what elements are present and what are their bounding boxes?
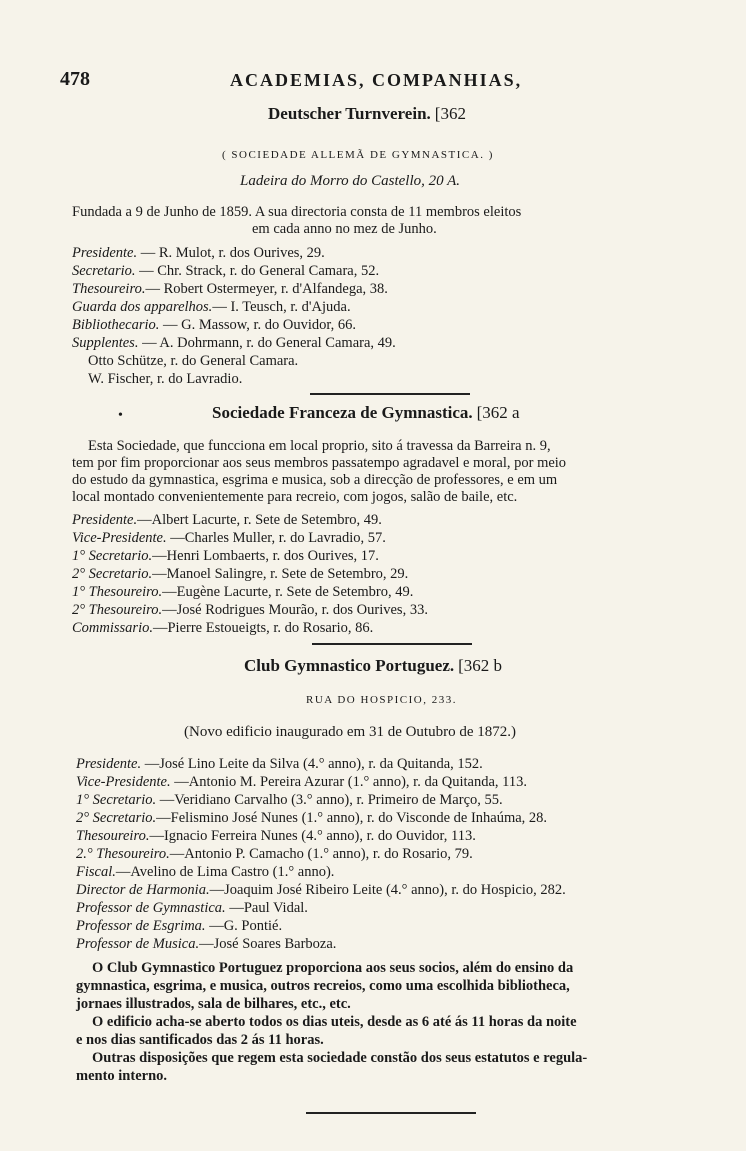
section1-title: Deutscher Turnverein.	[268, 104, 431, 123]
section3-entry: Professor de Musica.—José Soares Barboza.	[76, 936, 337, 952]
section2-intro-line: Esta Sociedade, que funcciona em local proprio, sito á travessa da Barreira n. 9,	[88, 438, 551, 454]
section3-entry: Presidente. —José Lino Leite da Silva (4.° anno), r. da Quitanda, 152.	[76, 756, 483, 772]
section3-entry: Director de Harmonia.—Joaquim José Ribeiro Leite (4.° anno), r. do Hospicio, 282.	[76, 882, 566, 898]
page-number: 478	[60, 68, 90, 90]
section2-intro-line: local montado convenientemente para recreio, com jogos, salão de baile, etc.	[72, 489, 518, 505]
section3-heading	[244, 656, 502, 676]
section-divider	[310, 393, 470, 395]
section3-address: RUA DO HOSPICIO, 233.	[306, 694, 457, 706]
section3-entry: Thesoureiro.—Ignacio Ferreira Nunes (4.° anno), r. do Ouvidor, 113.	[76, 828, 476, 844]
section1-entry: W. Fischer, r. do Lavradio.	[88, 371, 243, 387]
section1-subtitle: ( SOCIEDADE ALLEMÃ DE GYMNASTICA. )	[222, 149, 494, 161]
section3-entry: 1° Secretario. —Veridiano Carvalho (3.° anno), r. Primeiro de Março, 55.	[76, 792, 503, 808]
section2-title: Sociedade Franceza de Gymnastica.	[212, 403, 473, 422]
section3-entry: 2° Secretario.—Felismino José Nunes (1.° anno), r. do Visconde de Inhaúma, 28.	[76, 810, 548, 826]
section3-paragraph-line: jornaes illustrados, sala de bilhares, etc., etc.	[76, 996, 351, 1012]
section3-paragraph-line: O edificio acha-se aberto todos os dias uteis, desde as 6 até ás 11 horas da noite	[92, 1014, 577, 1030]
section1-entry: Thesoureiro.— Robert Ostermeyer, r. d'Alfandega, 38.	[72, 281, 388, 297]
section1-heading	[268, 104, 466, 124]
section-divider	[312, 643, 472, 645]
section3-entry: Professor de Gymnastica. —Paul Vidal.	[76, 900, 308, 916]
section-divider	[306, 1112, 476, 1114]
section2-intro-line: tem por fim proporcionar aos seus membros passatempo agradavel e moral, por meio	[72, 455, 567, 471]
section3-note: (Novo edificio inaugurado em 31 de Outubro de 1872.)	[184, 724, 516, 740]
section2-number: [362 a	[476, 403, 520, 422]
section2-entry: 1° Secretario.—Henri Lombaerts, r. dos Ourives, 17.	[72, 548, 379, 564]
section2-entry: 2° Secretario.—Manoel Salingre, r. Sete de Setembro, 29.	[72, 566, 409, 582]
section3-paragraph-line: O Club Gymnastico Portuguez proporciona aos seus socios, além do ensino da	[92, 960, 574, 976]
section3-entry: Professor de Esgrima. —G. Pontié.	[76, 918, 283, 934]
section2-entry: Presidente.—Albert Lacurte, r. Sete de Setembro, 49.	[72, 512, 382, 528]
running-title: ACADEMIAS, COMPANHIAS,	[230, 70, 523, 90]
section2-entry: Vice-Presidente. —Charles Muller, r. do Lavradio, 57.	[72, 530, 386, 546]
section3-entry: Fiscal.—Avelino de Lima Castro (1.° anno).	[76, 864, 335, 880]
section3-paragraph-line: gymnastica, esgrima, e musica, outros recreios, como uma escolhida bibliotheca,	[76, 978, 570, 994]
section3-entry: Vice-Presidente. —Antonio M. Pereira Azurar (1.° anno), r. da Quitanda, 113.	[76, 774, 528, 790]
section3-paragraph-line: Outras disposições que regem esta sociedade constão dos seus estatutos e regula-	[92, 1050, 588, 1066]
bullet-mark: •	[118, 408, 123, 423]
section1-entry: Otto Schütze, r. do General Camara.	[88, 353, 299, 369]
section2-intro-line: do estudo da gymnastica, esgrima e musica, sob a direcção de professores, e em um	[72, 472, 558, 488]
section3-number: [362 b	[458, 656, 503, 675]
section1-entry: Supplentes. — A. Dohrmann, r. do General Camara, 49.	[72, 335, 396, 351]
section3-paragraph-line: mento interno.	[76, 1068, 168, 1084]
section1-intro-line: em cada anno no mez de Junho.	[252, 221, 437, 237]
section1-intro-line: Fundada a 9 de Junho de 1859. A sua directoria consta de 11 membros eleitos	[72, 204, 522, 220]
section1-entry: Secretario. — Chr. Strack, r. do General Camara, 52.	[72, 263, 380, 279]
section1-entry: Guarda dos apparelhos.— I. Teusch, r. d'Ajuda.	[72, 299, 351, 315]
section3-title: Club Gymnastico Portuguez.	[244, 656, 455, 675]
section2-entry: 1° Thesoureiro.—Eugène Lacurte, r. Sete de Setembro, 49.	[72, 584, 414, 600]
section2-entry: 2° Thesoureiro.—José Rodrigues Mourão, r. dos Ourives, 33.	[72, 602, 428, 618]
section1-address: Ladeira do Morro do Castello, 20 A.	[240, 173, 461, 189]
section1-number: [362	[434, 104, 466, 123]
section1-entry: Bibliothecario. — G. Massow, r. do Ouvidor, 66.	[72, 317, 357, 333]
section3-entry: 2.° Thesoureiro.—Antonio P. Camacho (1.° anno), r. do Rosario, 79.	[76, 846, 473, 862]
section2-entry: Commissario.—Pierre Estoueigts, r. do Rosario, 86.	[72, 620, 374, 636]
section3-paragraph-line: e nos dias santificados das 2 ás 11 horas.	[76, 1032, 324, 1048]
section2-heading	[212, 403, 520, 423]
section1-entry: Presidente. — R. Mulot, r. dos Ourives, 29.	[72, 245, 325, 261]
